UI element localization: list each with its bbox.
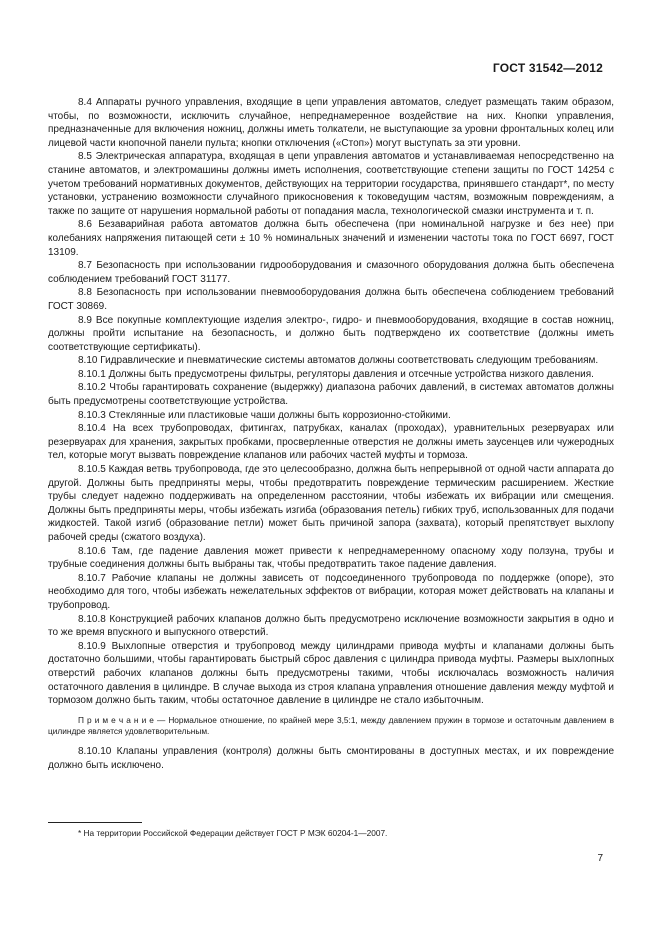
paragraph-8-10-9: 8.10.9 Выхлопные отверстия и трубопровод между цилиндрами привода муфты и клапанами должны быть достаточно большими, чтобы гарантировать быстрый сброс давления с цилиндра привода муфты. Размеры выхлопных отверстий рабочих клапанов должны быть предусмотрены такими, чтобы исключалась возможность наличия остаточного давления в цилиндре. В случае выхода из строя клапана управления отношение давления между муфтой и тормозом должно быть таким, чтобы остаточное давление в цилиндре не стало избыточным.	[48, 640, 614, 707]
paragraph-8-10-10: 8.10.10 Клапаны управления (контроля) должны быть смонтированы в доступных местах, и их повреждение должно быть исключено.	[48, 745, 614, 771]
paragraph-8-10-5: 8.10.5 Каждая ветвь трубопровода, где это целесообразно, должна быть непрерывной от одной части аппарата до другой. Должны быть предприняты меры, чтобы предотвратить повреждение термическим расширением. Жесткие трубы следует надежно поддерживать на определенном расстоянии, чтобы избежать их вибрации или смещения. Должны быть предприняты меры, чтобы избежать изгиба (образования петель) гибких труб, использованных для подачи жидкостей. Такой изгиб (образование петли) может быть причиной запора (захвата), который препятствует выхлопу рабочей среды (сжатого воздуха).	[48, 464, 614, 543]
paragraph-8-10-3: 8.10.3 Стеклянные или пластиковые чаши должны быть коррозионно-стойкими.	[78, 409, 451, 421]
paragraph-8-8: 8.8 Безопасность при использовании пневмооборудования должна быть обеспечена соблюдением требований ГОСТ 30869.	[48, 287, 614, 312]
note: П р и м е ч а н и е — Нормальное отношение, по крайней мере 3,5:1, между давлением пружин в тормозе и остаточным давлением в цилиндре является удовлетворительным.	[48, 714, 614, 737]
paragraph-8-10-8: 8.10.8 Конструкцией рабочих клапанов должно быть предусмотрено исключение возможности закрытия в одно и то же время впускного и выпускного отверстий.	[48, 613, 614, 639]
paragraph-8-7: 8.7 Безопасность при использовании гидрооборудования и смазочного оборудования должна быть обеспечена соблюдением требований ГОСТ 31177.	[48, 260, 614, 285]
paragraph-8-10-7: 8.10.7 Рабочие клапаны не должны зависеть от подсоединенного трубопровода по поддержке (опоре), это необходимо для того, чтобы избежать нежелательных эффектов от вибрации, которая может действовать на клапаны и трубопровод.	[48, 572, 614, 611]
paragraph-8-6: 8.6 Безаварийная работа автоматов должна быть обеспечена (при номинальной нагрузке и без нее) при колебаниях напряжения питающей сети ± 10 % номинальных значений и изменении частоты тока по ГОСТ 6697, ГОСТ 13109.	[48, 219, 614, 258]
paragraph-8-10-2: 8.10.2 Чтобы гарантировать сохранение (выдержку) диапазона рабочих давлений, в системах автоматов должны быть предусмотрены соответствующие устройства.	[48, 382, 614, 408]
paragraph-8-10: 8.10 Гидравлические и пневматические системы автоматов должны соответствовать следующим требованиям.	[78, 355, 599, 367]
footnote-divider	[48, 822, 142, 823]
main-text	[48, 96, 614, 772]
footnote: * На территории Российской Федерации действует ГОСТ Р МЭК 60204-1—2007.	[78, 828, 388, 838]
paragraph-8-10-1: 8.10.1 Должны быть предусмотрены фильтры, регуляторы давления и отсечные устройства низкого давления.	[78, 368, 594, 380]
paragraph-8-10-6: 8.10.6 Там, где падение давления может привести к непреднамеренному опасному ходу ползуна, трубы и трубные соединения должны быть выбраны так, чтобы предотвратить такое падение давления.	[48, 545, 614, 571]
page-number: 7	[597, 853, 603, 864]
paragraph-8-5: 8.5 Электрическая аппаратура, входящая в цепи управления автоматов и устанавливаемая непосредственно на станине автоматов, и электромашины должны иметь исполнения, соответствующие степени защиты по ГОСТ 14254 с учетом требований нормативных документов, действующих на территории государства, принявшего стандарт*, по месту установки, устранению возможности случайного прикосновения к токоведущим частям, возможным повреждениям, а также по защите от нарушения нормальной работы от попадания масла, технологической смазки инструмента и т. п.	[48, 151, 614, 217]
standard-header: ГОСТ 31542—2012	[492, 61, 603, 75]
paragraph-8-9: 8.9 Все покупные комплектующие изделия электро-, гидро- и пневмооборудования, входящие в состав ножниц, должны пройти испытание на безопасность, и должно быть подтверждено их соответствие (должны иметь соответствующие сертификаты).	[48, 314, 614, 353]
paragraph-8-4: 8.4 Аппараты ручного управления, входящие в цепи управления автоматов, следует размещать таким образом, чтобы, по возможности, исключить случайное, непреднамеренное воздействие на них. Кнопки управления, предназначенные для включения ножниц, должны иметь толкатели, не выступающие за уровни фронтальных колец или лицевой части кнопочной панели пульта; кнопки отключения («Стоп») могут выступать за эти уровни.	[48, 97, 614, 149]
paragraph-8-10-4: 8.10.4 На всех трубопроводах, фитингах, патрубках, каналах (проходах), уравнительных резервуарах или резервуарах для хранения, закрытых пробками, просверленные отверстия не должны иметь заусенцев или чужеродных тел, которые могут вызвать повреждение клапанов или рабочих частей муфты и тормоза.	[48, 423, 614, 462]
